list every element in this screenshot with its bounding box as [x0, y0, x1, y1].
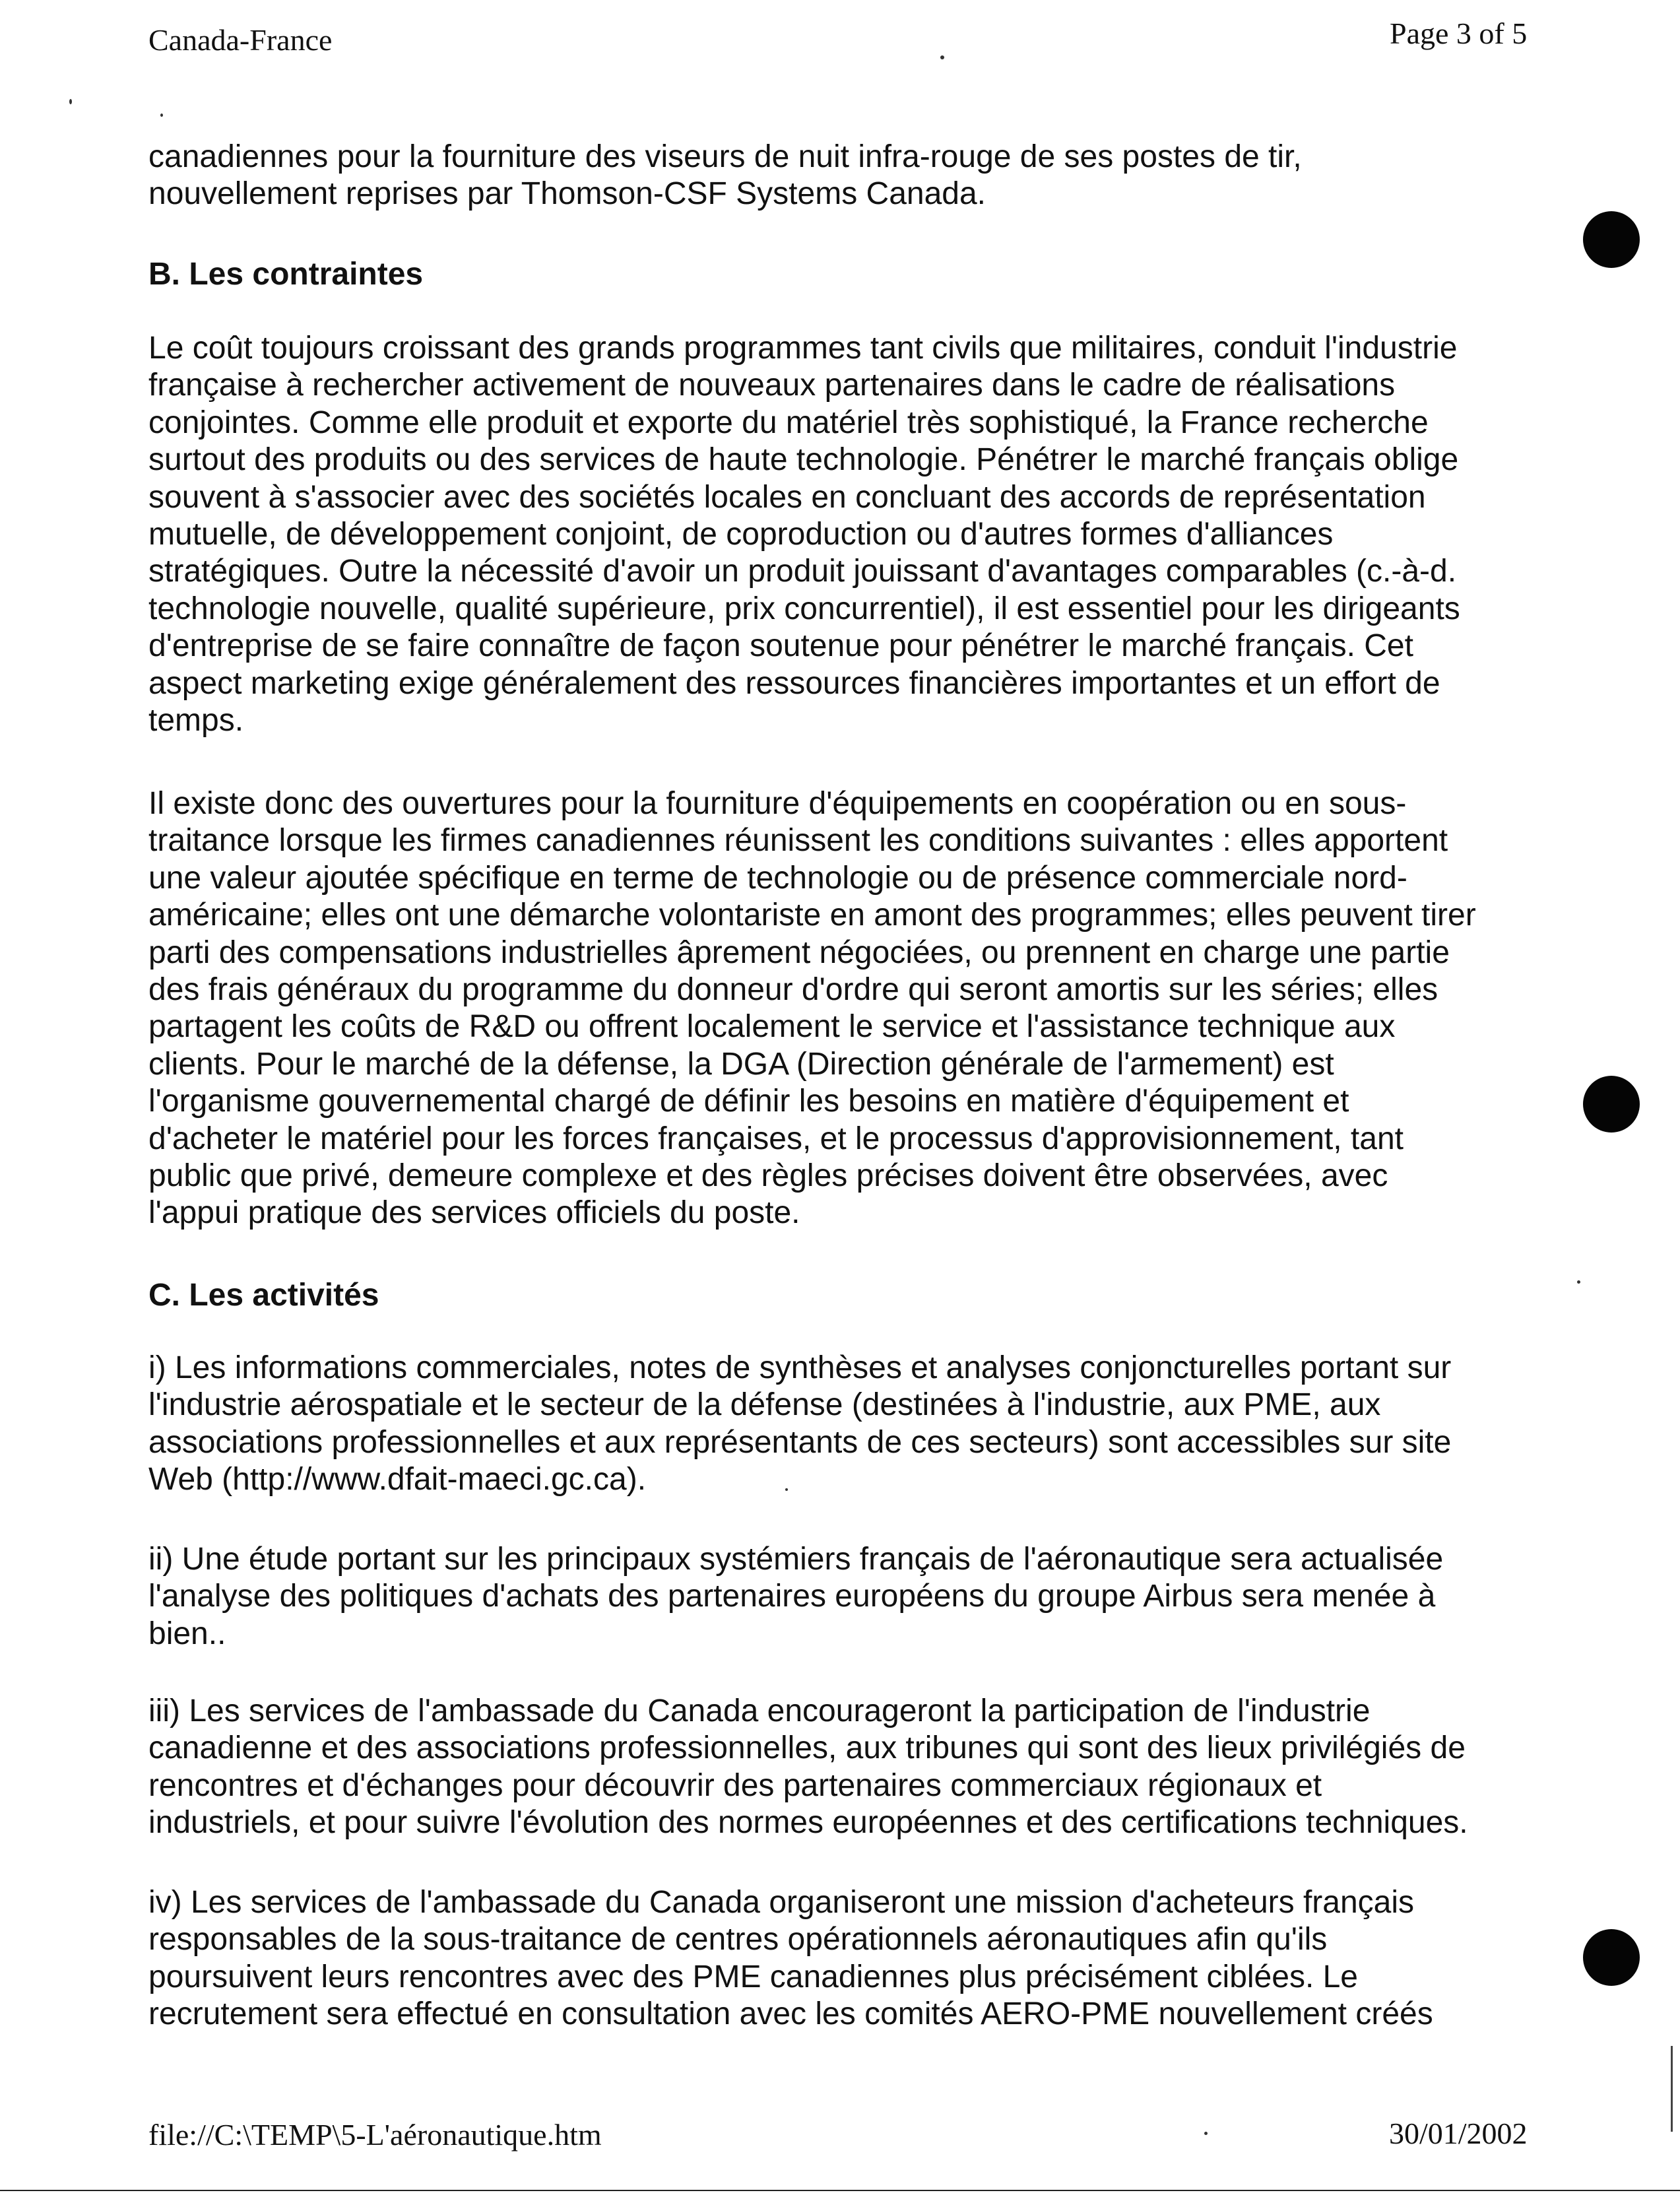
text-line: technologie nouvelle, qualité supérieure, prix concurrentiel), il est essentiel pour les dirigeants — [148, 591, 1460, 626]
text-line: américaine; elles ont une démarche volontariste en amont des programmes; elles peuvent tirer — [148, 898, 1476, 933]
activity-item-4 — [148, 1884, 1574, 2033]
text-line: nouvellement reprises par Thomson-CSF Systems Canada. — [148, 176, 986, 212]
text-line: Web (http://www.dfait-maeci.gc.ca). — [148, 1462, 647, 1497]
scan-speck — [160, 114, 163, 117]
text-line: industriels, et pour suivre l'évolution des normes européennes et des certifications techniques. — [148, 1805, 1468, 1841]
text-line: canadiennes pour la fourniture des viseurs de nuit infra-rouge de ses postes de tir, — [148, 139, 1302, 174]
text-line: ii) Une étude portant sur les principaux systémiers français de l'aéronautique sera actualisée — [148, 1542, 1444, 1577]
text-line: Le coût toujours croissant des grands programmes tant civils que militaires, conduit l'industrie — [148, 331, 1458, 366]
text-line: traitance lorsque les firmes canadiennes réunissent les conditions suivantes : elles apportent — [148, 823, 1448, 859]
text-line: l'organisme gouvernemental chargé de définir les besoins en matière d'équipement et — [148, 1084, 1349, 1119]
text-line: partagent les coûts de R&D ou offrent localement le service et l'assistance technique aux — [148, 1009, 1396, 1045]
scan-speck — [785, 1488, 788, 1491]
intro-paragraph — [148, 139, 1574, 213]
section-b-paragraph-2 — [148, 785, 1574, 1232]
text-line: poursuivent leurs rencontres avec des PME canadiennes plus précisément ciblées. Le — [148, 1959, 1358, 1994]
text-line: public que privé, demeure complexe et des règles précises doivent être observées, avec — [148, 1158, 1388, 1193]
section-heading-b: B. Les contraintes — [148, 257, 424, 292]
scan-speck — [1204, 2132, 1208, 2135]
text-line: l'appui pratique des services officiels du poste. — [148, 1195, 800, 1231]
text-line: d'entreprise de se faire connaître de façon soutenue pour pénétrer le marché français. Cet — [148, 628, 1413, 664]
text-line: l'analyse des politiques d'achats des partenaires européens du groupe Airbus sera menée à — [148, 1579, 1436, 1614]
text-line: surtout des produits ou des services de haute technologie. Pénétrer le marché français oblige — [148, 442, 1459, 478]
text-line: bien.. — [148, 1616, 226, 1651]
header-title: Canada-France — [148, 23, 333, 57]
text-line: conjointes. Comme elle produit et exporte du matériel très sophistiqué, la France recherche — [148, 405, 1429, 440]
activity-item-2 — [148, 1541, 1574, 1653]
text-line: associations professionnelles et aux représentants de ces secteurs) sont accessibles sur site — [148, 1424, 1452, 1460]
text-line: aspect marketing exige généralement des ressources financières importantes et un effort de — [148, 665, 1440, 701]
text-line: canadienne et des associations professionnelles, aux tribunes qui sont des lieux privilégiés de — [148, 1730, 1466, 1766]
punch-hole-mark-bottom — [1583, 1929, 1640, 1986]
text-line: Il existe donc des ouvertures pour la fourniture d'équipements en coopération ou en sous- — [148, 786, 1407, 821]
text-line: temps. — [148, 702, 244, 738]
text-line: française à rechercher activement de nouveaux partenaires dans le cadre de réalisations — [148, 368, 1396, 403]
text-line: d'acheter le matériel pour les forces françaises, et le processus d'approvisionnement, tant — [148, 1121, 1404, 1156]
scan-speck — [69, 99, 72, 104]
text-line: mutuelle, de développement conjoint, de coproduction ou d'autres formes d'alliances — [148, 516, 1334, 552]
text-line: clients. Pour le marché de la défense, la DGA (Direction générale de l'armement) est — [148, 1046, 1334, 1082]
text-line: parti des compensations industrielles âprement négociées, ou prennent en charge une partie — [148, 935, 1450, 970]
activity-item-3 — [148, 1693, 1574, 1842]
activity-item-1 — [148, 1350, 1574, 1499]
scan-speck — [940, 55, 944, 59]
text-line: recrutement sera effectué en consultation avec les comités AERO-PME nouvellement créés — [148, 1996, 1433, 2032]
text-line: stratégiques. Outre la nécessité d'avoir un produit jouissant d'avantages comparables (c.-à-d. — [148, 554, 1457, 589]
header-page-number: Page 3 of 5 — [1390, 16, 1528, 50]
text-line: souvent à s'associer avec des sociétés locales en concluant des accords de représentation — [148, 479, 1426, 515]
scan-speck — [1577, 1280, 1580, 1284]
text-line: l'industrie aérospatiale et le secteur de la défense (destinées à l'industrie, aux PME, aux — [148, 1387, 1381, 1423]
text-line: i) Les informations commerciales, notes de synthèses et analyses conjoncturelles portant sur — [148, 1350, 1452, 1385]
text-line: rencontres et d'échanges pour découvrir des partenaires commerciaux régionaux et — [148, 1767, 1322, 1803]
scan-edge-line — [0, 2190, 1680, 2191]
scan-edge-line — [1671, 2046, 1673, 2132]
punch-hole-mark-middle — [1583, 1076, 1640, 1133]
text-line: des frais généraux du programme du donneur d'ordre qui seront amortis sur les séries; elles — [148, 971, 1438, 1007]
section-b-paragraph-1 — [148, 330, 1574, 739]
punch-hole-mark-top — [1583, 211, 1640, 268]
footer-file-path: file://C:\TEMP\5-L'aéronautique.htm — [148, 2118, 602, 2152]
text-line: responsables de la sous-traitance de centres opérationnels aéronautiques afin qu'ils — [148, 1922, 1328, 1957]
text-line: une valeur ajoutée spécifique en terme de technologie ou de présence commerciale nord- — [148, 860, 1407, 896]
text-line: iii) Les services de l'ambassade du Canada encourageront la participation de l'industrie — [148, 1693, 1371, 1728]
footer-date: 30/01/2002 — [1389, 2117, 1528, 2150]
section-heading-c: C. Les activités — [148, 1278, 379, 1313]
text-line: iv) Les services de l'ambassade du Canada organiseront une mission d'acheteurs français — [148, 1885, 1415, 1920]
